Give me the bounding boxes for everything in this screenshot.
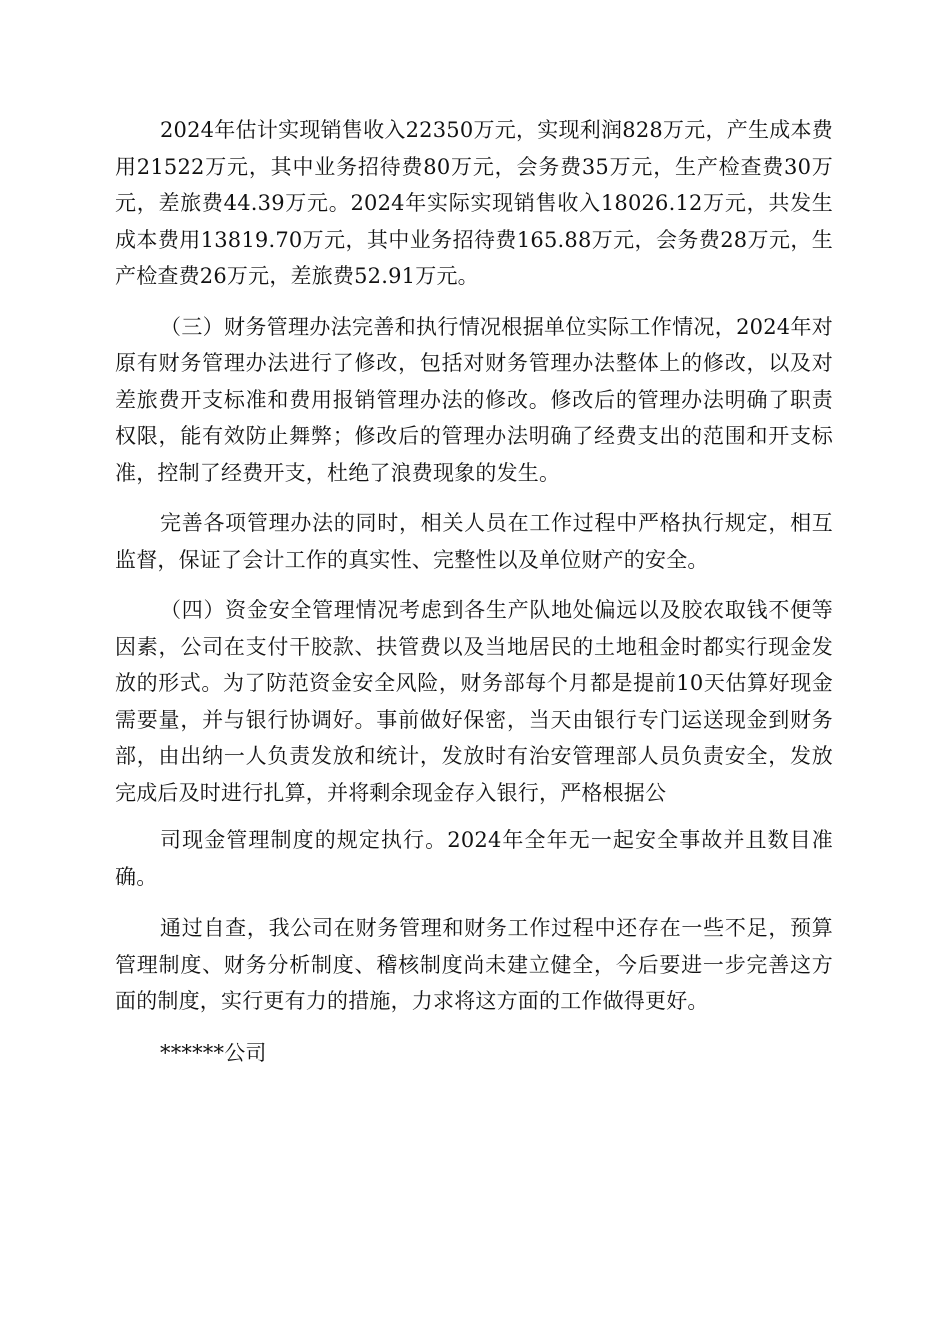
signature-company: ******公司 <box>160 1040 267 1065</box>
paragraph-management-methods: （三）财务管理办法完善和执行情况根据单位实际工作情况，2024年对原有财务管理办法进行了修改，包括对财务管理办法整体上的修改，以及对差旅费开支标准和费用报销管理办法的修改。修改后的管理办法明确了职责权限，能有效防止舞弊；修改后的管理办法明确了经费支出的范围和开支标准，控制了经费开支，杜绝了浪费现象的发生。 <box>115 314 833 485</box>
paragraph-cash-rules: 司现金管理制度的规定执行。2024年全年无一起安全事故并且数目准确。 <box>115 828 833 889</box>
paragraph-fund-safety: （四）资金安全管理情况考虑到各生产队地处偏远以及胶农取钱不便等因素，公司在支付干胶款、扶管费以及当地居民的土地租金时都实行现金发放的形式。为了防范资金安全风险，财务部每个月都是提前10天估算好现金需要量，并与银行协调好。事前做好保密，当天由银行专门运送现金到财务部，由出纳一人负责发放和统计，发放时有治安管理部人员负责安全，发放完成后及时进行扎算，并将剩余现金存入银行，严格根据公 <box>115 598 833 805</box>
paragraph-self-inspection: 通过自查，我公司在财务管理和财务工作过程中还存在一些不足，预算管理制度、财务分析制度、稽核制度尚未建立健全，今后要进一步完善这方面的制度，实行更有力的措施，力求将这方面的工作做得更好。 <box>115 916 833 1013</box>
paragraph-supervision: 完善各项管理办法的同时，相关人员在工作过程中严格执行规定，相互监督，保证了会计工作的真实性、完整性以及单位财产的安全。 <box>115 511 833 572</box>
paragraph-financial-figures: 2024年估计实现销售收入22350万元，实现利润828万元，产生成本费用21522万元，其中业务招待费80万元，会务费35万元，生产检查费30万元，差旅费44.39万元。2024年实际实现销售收入18026.12万元，共发生成本费用13819.70万元，其中业务招待费165.88万元，会务费28万元，生产检查费26万元，差旅费52.91万元。 <box>115 118 833 288</box>
document-page <box>115 112 833 1071</box>
